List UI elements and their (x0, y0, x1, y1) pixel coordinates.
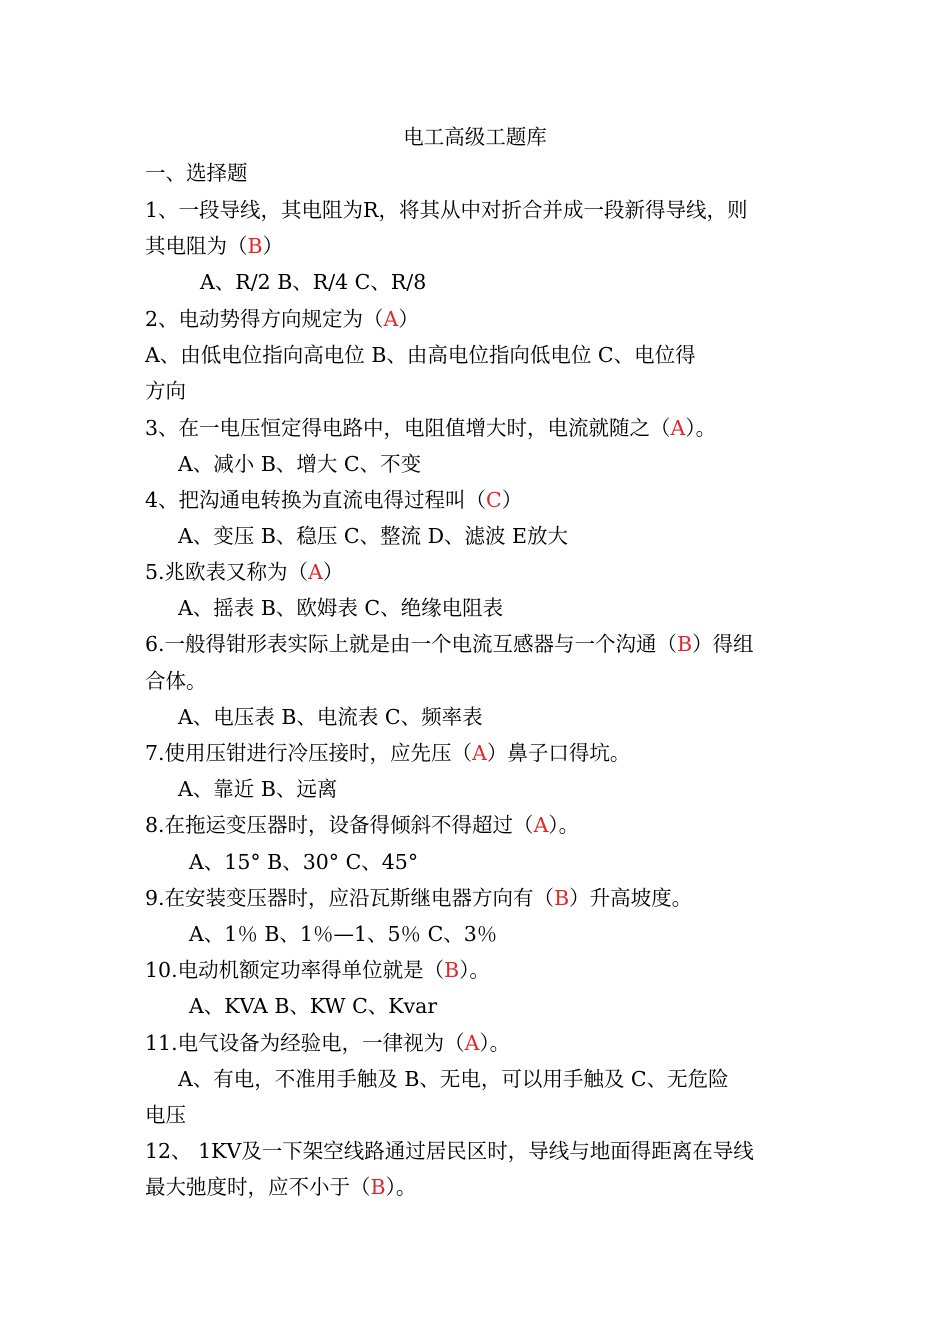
line-text: 其电阻为（ (145, 234, 248, 258)
text-line (145, 342, 815, 368)
line-text: A、电压表 B、电流表 C、频率表 (178, 705, 483, 729)
text-line (178, 595, 848, 621)
line-text-tail: ） (501, 488, 523, 512)
line-text: A、有电，不准用手触及 B、无电，可以用手触及 C、无危险 (178, 1067, 729, 1091)
line-text: A、由低电位指向高电位 B、由高电位指向低电位 C、电位得 (145, 343, 696, 367)
text-line (145, 668, 815, 694)
answer-letter: A (464, 1031, 480, 1055)
line-text-tail: ）。 (385, 1175, 417, 1199)
answer-letter: B (554, 886, 570, 910)
line-text: 6.一般得钳形表实际上就是由一个电流互感器与一个沟通（ (145, 632, 678, 656)
line-text-tail: ）升高坡度。 (569, 886, 693, 910)
line-text-tail: ）得组 (692, 632, 754, 656)
answer-letter: A (308, 560, 323, 584)
line-text: 11.电气设备为经验电，一律视为（ (145, 1031, 465, 1055)
line-text: 12、 1KV及一下架空线路通过居民区时，导线与地面得距离在导线 (145, 1139, 754, 1163)
line-text: A、变压 B、稳压 C、整流 D、滤波 E放大 (178, 524, 569, 548)
line-text: 方向 (145, 379, 186, 403)
text-line (189, 921, 859, 947)
line-text: 最大弛度时，应不小于（ (145, 1175, 371, 1199)
line-text: 7.使用压钳进行冷压接时，应先压（ (145, 741, 473, 765)
line-text: A、摇表 B、欧姆表 C、绝缘电阻表 (178, 596, 504, 620)
answer-letter: A (670, 416, 686, 440)
question-line (145, 812, 815, 838)
line-text: 1、一段导线，其电阻为R，将其从中对折合并成一段新得导线，则 (145, 198, 748, 222)
line-text: 10.电动机额定功率得单位就是（ (145, 958, 445, 982)
question-line (145, 631, 815, 657)
line-text-tail: ） (262, 234, 284, 258)
line-text: 8.在拖运变压器时，设备得倾斜不得超过（ (145, 813, 534, 837)
text-line (189, 849, 859, 875)
line-text: 5.兆欧表又称为（ (145, 560, 309, 584)
answer-letter: A (533, 813, 549, 837)
question-line (145, 233, 815, 259)
text-line (145, 1102, 815, 1128)
line-text: 合体。 (145, 669, 207, 693)
text-line (145, 197, 815, 223)
answer-letter: C (486, 488, 502, 512)
line-text-tail: ）。 (548, 813, 580, 837)
text-line (200, 269, 870, 295)
line-text-tail: ）。 (685, 416, 717, 440)
section-heading: 一、选择题 (145, 161, 248, 185)
line-text-tail: ）。 (459, 958, 490, 982)
text-line (178, 776, 848, 802)
line-text: 4、把沟通电转换为直流电得过程叫（ (145, 488, 487, 512)
line-text: A、KVA B、KW C、Kvar (189, 994, 438, 1018)
question-line (145, 306, 815, 332)
text-line (145, 378, 815, 404)
text-line (189, 993, 859, 1019)
text-line (178, 704, 848, 730)
text-line (178, 451, 848, 477)
line-text-tail: ） (322, 560, 344, 584)
line-text: A、R/2 B、R/4 C、R/8 (200, 270, 427, 294)
question-line (145, 1030, 815, 1056)
question-line (145, 415, 815, 441)
line-text: A、15° B、30° C、45° (189, 850, 419, 874)
text-line (145, 1138, 815, 1164)
answer-letter: B (444, 958, 460, 982)
line-text: A、靠近 B、远离 (178, 777, 338, 801)
line-text: 2、电动势得方向规定为（ (145, 307, 384, 331)
line-text-tail: ）鼻子口得坑。 (486, 741, 631, 765)
answer-letter: B (370, 1175, 386, 1199)
line-text: A、1％ B、1％—1、5％ C、3％ (189, 922, 498, 946)
question-line (145, 487, 815, 513)
line-text-tail: ）。 (479, 1031, 511, 1055)
answer-letter: A (383, 307, 399, 331)
question-line (145, 740, 815, 766)
text-line (178, 523, 848, 549)
line-text: 3、在一电压恒定得电路中，电阻值增大时，电流就随之（ (145, 416, 671, 440)
answer-letter: A (472, 741, 487, 765)
question-line (145, 1174, 815, 1200)
line-text: A、减小 B、增大 C、不变 (178, 452, 422, 476)
text-line (178, 1066, 848, 1092)
answer-letter: B (677, 632, 693, 656)
question-line (145, 885, 815, 911)
question-line (145, 559, 815, 585)
document-title: 电工高级工题库 (403, 125, 547, 149)
answer-letter: B (247, 234, 263, 258)
line-text: 电压 (145, 1103, 186, 1127)
question-line (145, 957, 815, 983)
line-text: 9.在安装变压器时，应沿瓦斯继电器方向有（ (145, 886, 555, 910)
line-text-tail: ） (398, 307, 419, 331)
